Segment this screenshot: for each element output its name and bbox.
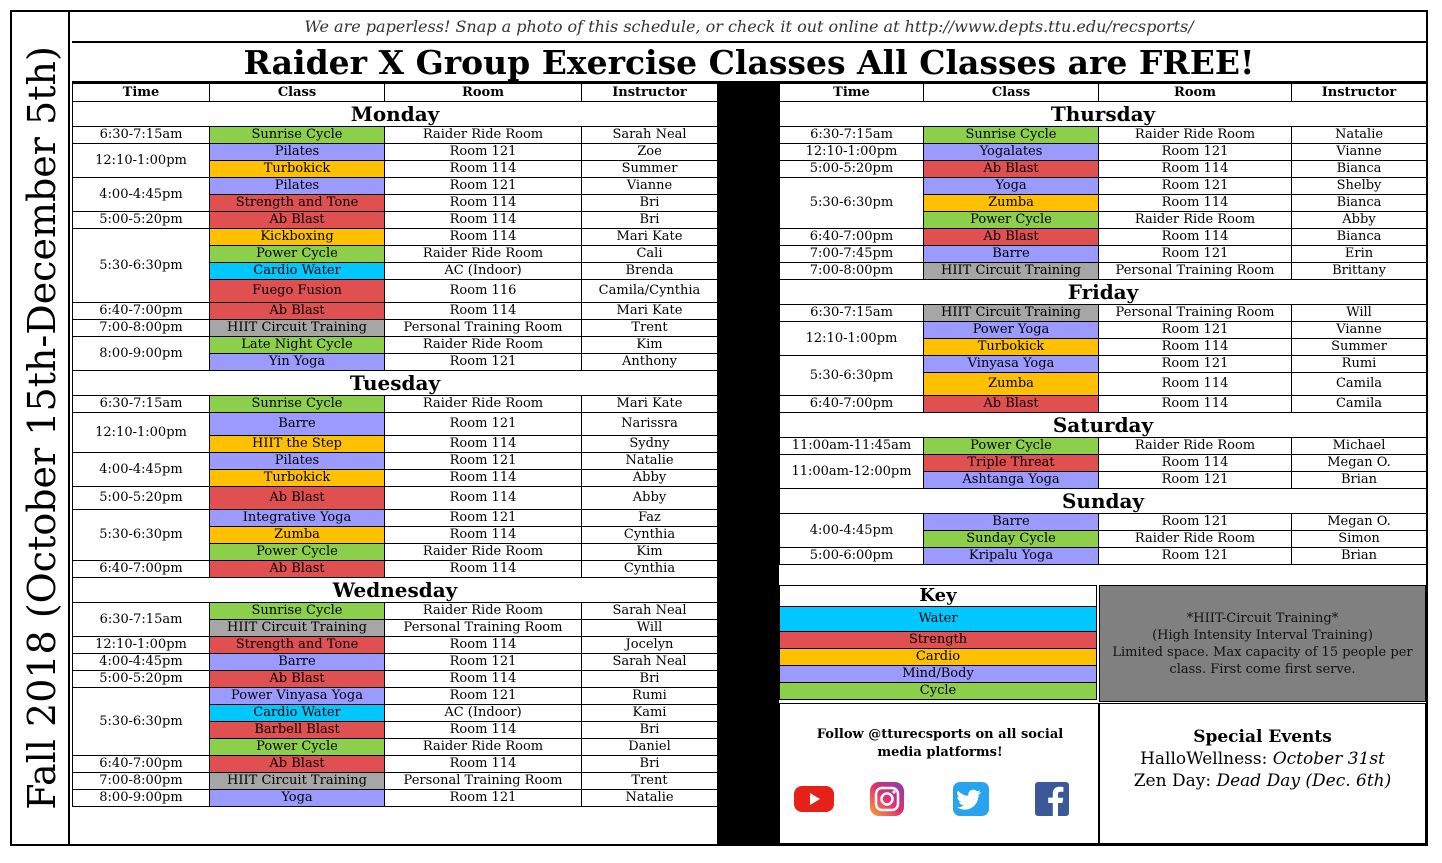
table-row [73,671,718,688]
class-cell: Turbokick [924,339,1099,356]
time-cell: 12:10-1:00pm [73,413,210,453]
class-cell: Sunrise Cycle [210,396,385,413]
room-cell: Room 114 [385,527,582,544]
time-cell: 6:40-7:00pm [73,756,210,773]
instructor-cell: Sarah Neal [582,654,718,671]
instructor-cell: Erin [1292,246,1427,263]
instagram-icon[interactable] [869,781,905,817]
class-cell: Kripalu Yoga [924,548,1099,565]
room-cell: Room 114 [385,561,582,578]
room-cell: Raider Ride Room [385,544,582,561]
time-cell: 12:10-1:00pm [73,144,210,178]
instructor-cell: Megan O. [1292,514,1427,531]
table-row [73,790,718,807]
instructor-cell: Bianca [1292,229,1427,246]
instructor-cell: Abby [582,487,718,510]
time-cell: 6:40-7:00pm [780,396,924,413]
table-row [780,438,1427,455]
time-cell: 4:00-4:45pm [73,178,210,212]
class-cell: Ab Blast [924,229,1099,246]
room-cell: Raider Ride Room [1099,438,1292,455]
time-cell: 8:00-9:00pm [73,790,210,807]
room-cell: Raider Ride Room [385,603,582,620]
time-cell: 6:40-7:00pm [73,561,210,578]
time-cell: 4:00-4:45pm [780,514,924,548]
table-row [73,487,718,510]
day-heading-tuesday: Tuesday [73,371,718,396]
class-cell: Strength and Tone [210,637,385,654]
room-cell: Room 121 [1099,322,1292,339]
instructor-cell: Mari Kate [582,303,718,320]
table-row [780,396,1427,413]
day-heading-saturday: Saturday [780,413,1427,438]
day-heading-monday: Monday [73,102,718,127]
class-cell: Power Cycle [210,246,385,263]
room-cell: Raider Ride Room [385,396,582,413]
instructor-cell: Mari Kate [582,396,718,413]
key-cardio: Cardio [780,649,1097,666]
class-cell: Turbokick [210,161,385,178]
left-schedule [72,83,717,807]
room-cell: Room 121 [385,413,582,436]
class-cell: Strength and Tone [210,195,385,212]
instructor-cell: Anthony [582,354,718,371]
class-cell: Barre [210,654,385,671]
room-cell: Room 114 [385,195,582,212]
instructor-cell: Bianca [1292,195,1427,212]
instructor-cell: Sarah Neal [582,603,718,620]
class-cell: Yin Yoga [210,354,385,371]
instructor-cell: Natalie [582,790,718,807]
room-cell: Room 116 [385,280,582,303]
table-row [780,356,1427,373]
room-cell: AC (Indoor) [385,263,582,280]
instructor-cell: Summer [1292,339,1427,356]
class-header: Class [210,84,385,102]
room-cell: Room 114 [385,303,582,320]
instructor-cell: Bri [582,195,718,212]
instructor-cell: Rumi [582,688,718,705]
table-row [73,144,718,161]
instructor-cell: Bri [582,212,718,229]
instructor-cell: Brian [1292,472,1427,489]
table-row [780,161,1427,178]
class-cell: Ab Blast [924,396,1099,413]
room-cell: Room 121 [385,688,582,705]
time-cell: 11:00am-12:00pm [780,455,924,489]
class-header: Class [924,84,1099,102]
class-cell: Sunrise Cycle [210,127,385,144]
time-cell: 5:30-6:30pm [73,229,210,303]
event-hallowellness [1100,748,1425,770]
instructor-cell: Brittany [1292,263,1427,280]
class-cell: Ab Blast [924,161,1099,178]
class-cell: HIIT Circuit Training [924,263,1099,280]
time-cell: 5:00-5:20pm [73,212,210,229]
instructor-cell: Camila/Cynthia [582,280,718,303]
table-row [780,322,1427,339]
instructor-cell: Camila [1292,373,1427,396]
table-row [780,246,1427,263]
table-row [73,178,718,195]
instructor-cell: Summer [582,161,718,178]
class-cell: Zumba [210,527,385,544]
time-cell: 4:00-4:45pm [73,453,210,487]
instructor-cell: Cynthia [582,527,718,544]
instructor-cell: Jocelyn [582,637,718,654]
time-cell: 5:00-5:20pm [780,161,924,178]
room-cell: Raider Ride Room [385,127,582,144]
instructor-cell: Will [1292,305,1427,322]
class-cell: Barre [924,514,1099,531]
table-row [73,303,718,320]
room-cell: Room 114 [385,470,582,487]
room-cell: Room 121 [1099,548,1292,565]
table-row [780,455,1427,472]
room-cell: Room 121 [385,654,582,671]
class-cell: HIIT Circuit Training [210,320,385,337]
day-heading-sunday: Sunday [780,489,1427,514]
class-cell: Power Yoga [924,322,1099,339]
class-cell: Zumba [924,373,1099,396]
paperless-banner: We are paperless! Snap a photo of this schedule, or check it out online at http://www.depts.ttu.edu/recsports/ [72,12,1426,43]
time-cell: 11:00am-11:45am [780,438,924,455]
instructor-cell: Megan O. [1292,455,1427,472]
class-cell: Yogalates [924,144,1099,161]
time-cell: 5:30-6:30pm [780,356,924,396]
instructor-cell: Vianne [1292,144,1427,161]
table-row [73,603,718,620]
instructor-cell: Rumi [1292,356,1427,373]
room-cell: Room 114 [385,487,582,510]
class-cell: Triple Threat [924,455,1099,472]
class-cell: Barre [210,413,385,436]
time-cell: 6:30-7:15am [73,603,210,637]
instructor-cell: Daniel [582,739,718,756]
instructor-cell: Cynthia [582,561,718,578]
room-cell: Room 121 [1099,246,1292,263]
key-cycle: Cycle [780,683,1097,700]
instructor-cell: Shelby [1292,178,1427,195]
instructor-cell: Abby [582,470,718,487]
room-cell: Raider Ride Room [1099,127,1292,144]
instructor-header: Instructor [1292,84,1427,102]
table-row [73,688,718,705]
room-cell: Room 114 [1099,373,1292,396]
class-cell: Barbell Blast [210,722,385,739]
event-date: October 31st [1272,749,1385,769]
class-cell: Power Vinyasa Yoga [210,688,385,705]
instructor-cell: Michael [1292,438,1427,455]
time-header: Time [73,84,210,102]
room-cell: Raider Ride Room [385,246,582,263]
day-heading-thursday: Thursday [780,102,1427,127]
time-cell: 5:30-6:30pm [73,510,210,561]
color-key [779,585,1097,700]
hiit-note-body: Limited space. Max capacity of 15 people per class. First come first serve. [1112,645,1413,677]
instructor-cell: Narissra [582,413,718,436]
table-row [73,413,718,436]
table-row [73,637,718,654]
room-cell: Room 114 [1099,229,1292,246]
key-mind-body: Mind/Body [780,666,1097,683]
instructor-cell: Sydny [582,436,718,453]
time-cell: 7:00-8:00pm [73,773,210,790]
table-row [73,229,718,246]
class-cell: Power Cycle [210,544,385,561]
class-cell: Ab Blast [210,212,385,229]
room-cell: Room 114 [1099,396,1292,413]
time-cell: 5:00-6:00pm [780,548,924,565]
day-heading-friday: Friday [780,280,1427,305]
class-cell: Ab Blast [210,561,385,578]
instructor-header: Instructor [582,84,718,102]
time-cell: 5:30-6:30pm [73,688,210,756]
room-cell: Room 121 [385,510,582,527]
room-cell: Room 121 [1099,514,1292,531]
social-box [779,703,1099,844]
instructor-cell: Bri [582,671,718,688]
class-cell: Power Cycle [210,739,385,756]
event-name: HalloWellness: [1140,749,1273,769]
class-cell: Zumba [924,195,1099,212]
facebook-icon[interactable] [1034,781,1070,817]
room-cell: Room 114 [385,229,582,246]
instructor-cell: Mari Kate [582,229,718,246]
room-cell: Room 114 [385,212,582,229]
twitter-icon[interactable] [952,781,990,817]
room-cell: Room 121 [1099,472,1292,489]
special-events [1099,703,1426,844]
table-row [73,453,718,470]
youtube-icon[interactable] [793,784,835,814]
class-cell: HIIT Circuit Training [210,620,385,637]
room-cell: Personal Training Room [385,620,582,637]
time-cell: 6:40-7:00pm [73,303,210,320]
room-cell: Room 121 [385,144,582,161]
instructor-cell: Sarah Neal [582,127,718,144]
time-cell: 4:00-4:45pm [73,654,210,671]
instructor-cell: Kim [582,544,718,561]
class-cell: Ab Blast [210,303,385,320]
class-cell: Power Cycle [924,438,1099,455]
room-cell: Room 121 [1099,178,1292,195]
room-cell: Room 114 [385,436,582,453]
class-cell: Integrative Yoga [210,510,385,527]
time-cell: 12:10-1:00pm [780,322,924,356]
class-cell: Barre [924,246,1099,263]
class-cell: Cardio Water [210,705,385,722]
room-cell: AC (Indoor) [385,705,582,722]
room-cell: Room 114 [385,671,582,688]
instructor-cell: Zoe [582,144,718,161]
instructor-cell: Abby [1292,212,1427,229]
table-row [780,263,1427,280]
room-cell: Room 121 [385,178,582,195]
instructor-cell: Will [582,620,718,637]
hiit-note-subtitle: (High Intensity Interval Training) [1152,628,1373,643]
time-cell: 5:00-5:20pm [73,671,210,688]
instructor-cell: Brian [1292,548,1427,565]
table-row [780,178,1427,195]
room-cell: Room 114 [1099,161,1292,178]
class-cell: Sunrise Cycle [210,603,385,620]
class-cell: Ab Blast [210,487,385,510]
event-zen-day [1100,770,1425,792]
room-cell: Room 121 [1099,144,1292,161]
social-text: Follow @tturecsports on all social media platforms! [816,727,1064,760]
instructor-cell: Kim [582,337,718,354]
room-header: Room [1099,84,1292,102]
table-row [780,127,1427,144]
instructor-cell: Trent [582,320,718,337]
room-cell: Personal Training Room [385,320,582,337]
class-cell: Ab Blast [210,671,385,688]
class-cell: Ab Blast [210,756,385,773]
instructor-cell: Bri [582,722,718,739]
instructor-cell: Natalie [1292,127,1427,144]
table-row [780,144,1427,161]
time-cell: 6:40-7:00pm [780,229,924,246]
room-cell: Room 121 [385,354,582,371]
room-cell: Raider Ride Room [1099,212,1292,229]
table-row [780,229,1427,246]
time-cell: 6:30-7:15am [780,127,924,144]
instructor-cell: Bianca [1292,161,1427,178]
class-cell: HIIT Circuit Training [210,773,385,790]
room-cell: Raider Ride Room [385,337,582,354]
hiit-note [1099,585,1426,702]
room-cell: Room 121 [385,790,582,807]
room-cell: Personal Training Room [385,773,582,790]
table-row [73,756,718,773]
instructor-cell: Kami [582,705,718,722]
room-cell: Room 114 [385,756,582,773]
instructor-cell: Brenda [582,263,718,280]
table-row [73,654,718,671]
instructor-cell: Bri [582,756,718,773]
instructor-cell: Simon [1292,531,1427,548]
page-title: Raider X Group Exercise Classes All Classes are FREE! [72,43,1426,83]
class-cell: Pilates [210,453,385,470]
instructor-cell: Trent [582,773,718,790]
class-cell: HIIT the Step [210,436,385,453]
class-cell: Sunday Cycle [924,531,1099,548]
time-cell: 12:10-1:00pm [73,637,210,654]
instructor-cell: Natalie [582,453,718,470]
table-row [73,212,718,229]
class-cell: Pilates [210,178,385,195]
instructor-cell: Vianne [1292,322,1427,339]
time-cell: 5:00-5:20pm [73,487,210,510]
event-date: Dead Day (Dec. 6th) [1216,771,1392,791]
instructor-cell: Vianne [582,178,718,195]
room-cell: Room 121 [1099,356,1292,373]
events-title: Special Events [1193,727,1332,747]
class-cell: Yoga [210,790,385,807]
class-cell: HIIT Circuit Training [924,305,1099,322]
class-cell: Yoga [924,178,1099,195]
instructor-cell: Cali [582,246,718,263]
table-row [73,510,718,527]
table-row [73,127,718,144]
room-cell: Room 114 [385,637,582,654]
key-strength: Strength [780,632,1097,649]
room-cell: Room 114 [385,161,582,178]
time-cell: 12:10-1:00pm [780,144,924,161]
time-cell: 6:30-7:15am [73,127,210,144]
right-schedule [779,83,1426,565]
instructor-cell: Faz [582,510,718,527]
table-row [73,337,718,354]
table-row [780,548,1427,565]
class-cell: Power Cycle [924,212,1099,229]
table-row [73,320,718,337]
room-cell: Personal Training Room [1099,263,1292,280]
key-title: Key [780,586,1097,607]
time-cell: 7:00-8:00pm [73,320,210,337]
column-divider [717,83,779,844]
room-cell: Room 121 [385,453,582,470]
time-cell: 6:30-7:15am [73,396,210,413]
class-cell: Fuego Fusion [210,280,385,303]
time-header: Time [780,84,924,102]
table-row [780,514,1427,531]
class-cell: Sunrise Cycle [924,127,1099,144]
key-area [779,585,1426,703]
class-cell: Turbokick [210,470,385,487]
class-cell: Cardio Water [210,263,385,280]
table-row [780,305,1427,322]
season-title: Fall 2018 (October 15th-December 5th) [20,46,64,810]
table-row [73,396,718,413]
instructor-cell: Camila [1292,396,1427,413]
time-cell: 6:30-7:15am [780,305,924,322]
room-cell: Room 114 [385,722,582,739]
class-cell: Pilates [210,144,385,161]
class-cell: Ashtanga Yoga [924,472,1099,489]
class-cell: Vinyasa Yoga [924,356,1099,373]
hiit-note-title: *HIIT-Circuit Training* [1186,611,1339,626]
room-cell: Personal Training Room [1099,305,1292,322]
event-name: Zen Day: [1133,771,1217,791]
room-cell: Room 114 [1099,195,1292,212]
room-cell: Room 114 [1099,339,1292,356]
class-cell: Late Night Cycle [210,337,385,354]
room-cell: Room 114 [1099,455,1292,472]
day-heading-wednesday: Wednesday [73,578,718,603]
table-row [73,561,718,578]
key-water: Water [780,607,1097,632]
header-row [780,84,1427,102]
time-cell: 8:00-9:00pm [73,337,210,371]
room-cell: Raider Ride Room [385,739,582,756]
class-cell: Kickboxing [210,229,385,246]
table-row [73,773,718,790]
time-cell: 7:00-7:45pm [780,246,924,263]
time-cell: 7:00-8:00pm [780,263,924,280]
room-header: Room [385,84,582,102]
header-row [73,84,718,102]
room-cell: Raider Ride Room [1099,531,1292,548]
time-cell: 5:30-6:30pm [780,178,924,229]
